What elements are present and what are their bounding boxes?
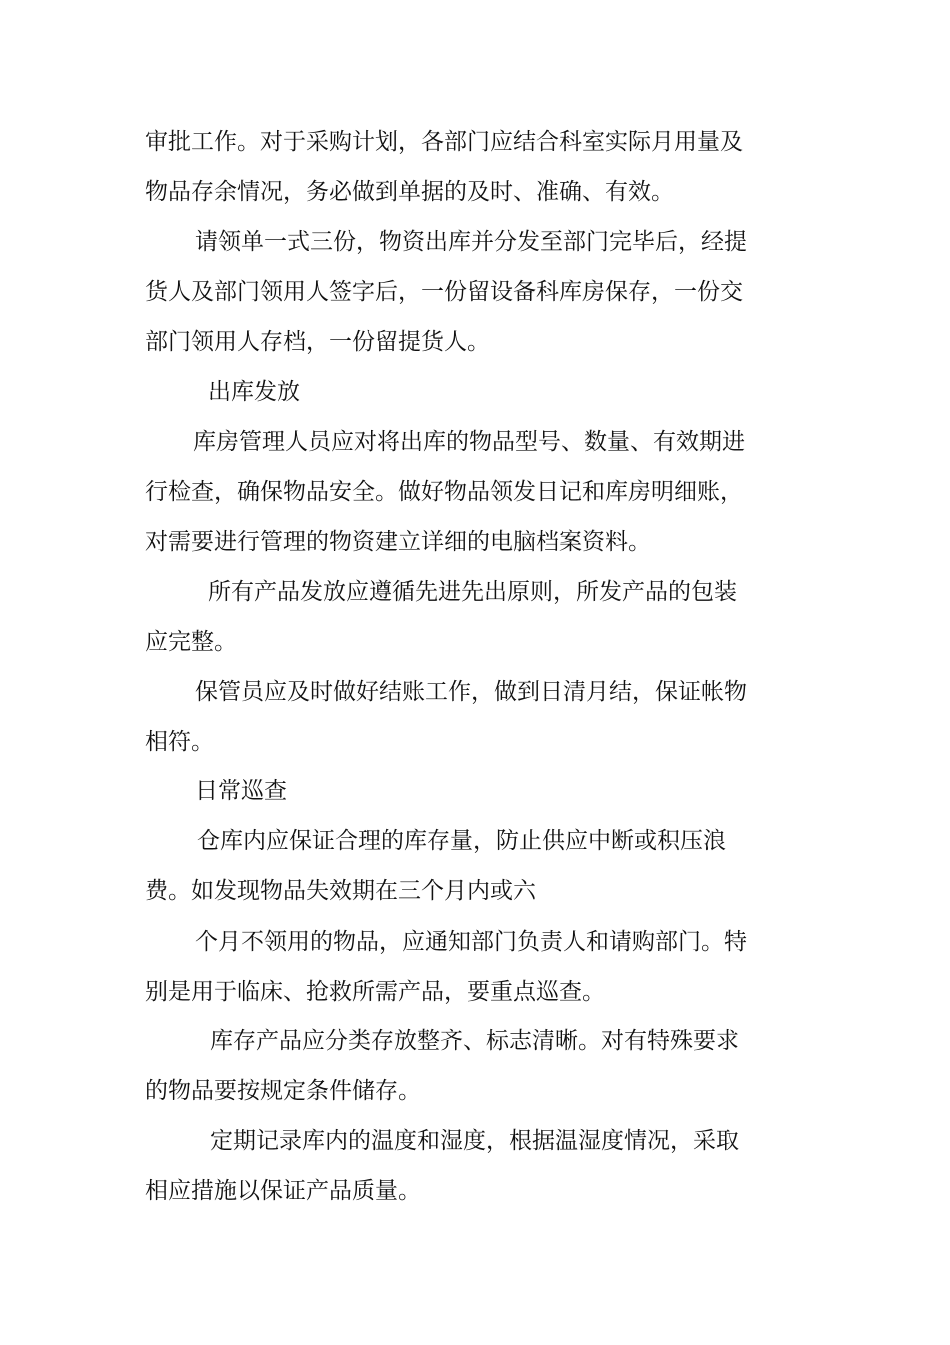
body-text-line: 行检查，确保物品安全。做好物品领发日记和库房明细账， — [145, 479, 743, 505]
paragraph-first-line: 请领单一式三份，物资出库并分发至部门完毕后，经提 — [195, 229, 747, 255]
paragraph-first-line: 库房管理人员应对将出库的物品型号、数量、有效期进 — [193, 429, 745, 455]
body-text-line: 物品存余情况，务必做到单据的及时、准确、有效。 — [145, 179, 674, 205]
paragraph-first-line: 仓库内应保证合理的库存量，防止供应中断或积压浪 — [197, 828, 726, 854]
paragraph-first-line: 个月不领用的物品，应通知部门负责人和请购部门。特 — [195, 929, 747, 955]
section-heading: 出库发放 — [208, 379, 300, 405]
section-heading: 日常巡查 — [195, 778, 287, 804]
paragraph-first-line: 所有产品发放应遵循先进先出原则，所发产品的包装 — [208, 579, 737, 605]
paragraph-first-line: 定期记录库内的温度和湿度，根据温湿度情况，采取 — [210, 1128, 739, 1154]
body-text-line: 货人及部门领用人签字后，一份留设备科库房保存，一份交 — [145, 279, 743, 305]
paragraph-first-line: 库存产品应分类存放整齐、标志清晰。对有特殊要求 — [210, 1028, 739, 1054]
body-text-line: 相应措施以保证产品质量。 — [145, 1178, 421, 1204]
body-text-line: 别是用于临床、抢救所需产品，要重点巡查。 — [145, 979, 605, 1005]
body-text-line: 的物品要按规定条件储存。 — [145, 1078, 421, 1104]
body-text-line: 审批工作。对于采购计划，各部门应结合科室实际月用量及 — [145, 129, 743, 155]
body-text-line: 相符。 — [145, 729, 214, 755]
body-text-line: 应完整。 — [145, 629, 237, 655]
body-text-line: 对需要进行管理的物资建立详细的电脑档案资料。 — [145, 529, 651, 555]
body-text-line: 部门领用人存档，一份留提货人。 — [145, 329, 490, 355]
body-text-line: 费。如发现物品失效期在三个月内或六 — [145, 878, 536, 904]
paragraph-first-line: 保管员应及时做好结账工作，做到日清月结，保证帐物 — [195, 679, 747, 705]
